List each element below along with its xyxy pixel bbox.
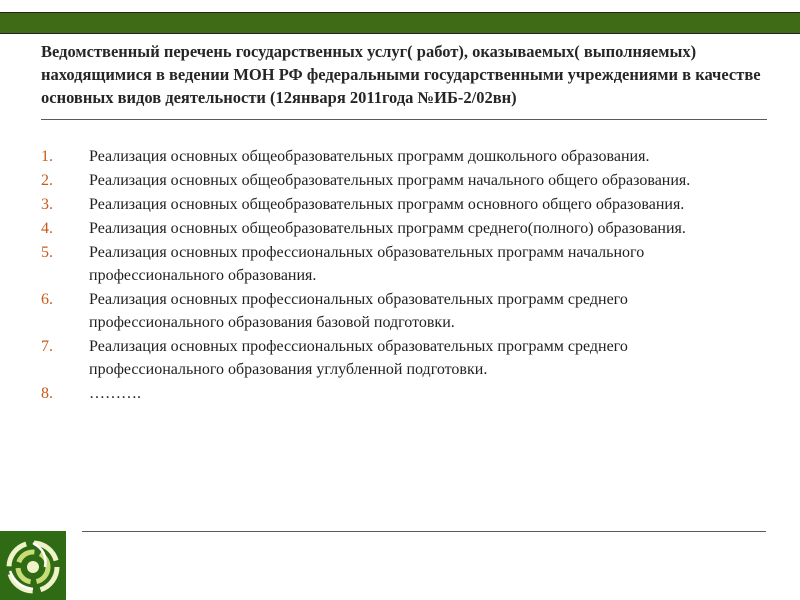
list-item-number: 2. bbox=[41, 172, 53, 189]
list-item-text: ………. bbox=[89, 385, 141, 402]
list-item-number: 7. bbox=[41, 338, 53, 355]
list-item-text: Реализация основных профессиональных образовательных программ среднего профессионального образования углубленной подготовки. bbox=[89, 338, 628, 378]
list-item bbox=[41, 145, 761, 168]
list-item bbox=[41, 288, 761, 334]
list-item bbox=[41, 382, 761, 405]
list-item bbox=[41, 217, 761, 240]
list-item-text: Реализация основных профессиональных образовательных программ начального профессионального образования. bbox=[89, 244, 645, 284]
swirl-logo-icon bbox=[0, 531, 66, 600]
top-header-bar bbox=[0, 12, 800, 34]
list-item bbox=[41, 169, 761, 192]
list-item-text: Реализация основных общеобразовательных программ дошкольного образования. bbox=[89, 148, 650, 165]
footer-divider bbox=[82, 531, 766, 532]
list-item-text: Реализация основных общеобразовательных программ начального общего образования. bbox=[89, 172, 691, 189]
list-item bbox=[41, 193, 761, 216]
list-item-number: 1. bbox=[41, 148, 53, 165]
list-item bbox=[41, 335, 761, 381]
list-item-text: Реализация основных общеобразовательных программ основного общего образования. bbox=[89, 196, 685, 213]
list-item bbox=[41, 241, 761, 287]
list-item-number: 8. bbox=[41, 385, 53, 402]
services-list bbox=[41, 145, 761, 406]
list-item-number: 3. bbox=[41, 196, 53, 213]
list-item-text: Реализация основных общеобразовательных программ среднего(полного) образования. bbox=[89, 220, 686, 237]
list-item-text: Реализация основных профессиональных образовательных программ среднего профессионального образования базовой подготовки. bbox=[89, 291, 628, 331]
title-divider bbox=[41, 119, 767, 120]
logo-icon bbox=[0, 531, 66, 600]
list-item-number: 6. bbox=[41, 291, 53, 308]
list-item-number: 5. bbox=[41, 244, 53, 261]
slide-title: Ведомственный перечень государственных услуг( работ), оказываемых( выполняемых) находящимися в ведении МОН РФ федеральными государственными учреждениями в качестве основных видов деятельности (12января 2011года №ИБ-2/02вн) bbox=[41, 42, 761, 107]
list-item-number: 4. bbox=[41, 220, 53, 237]
